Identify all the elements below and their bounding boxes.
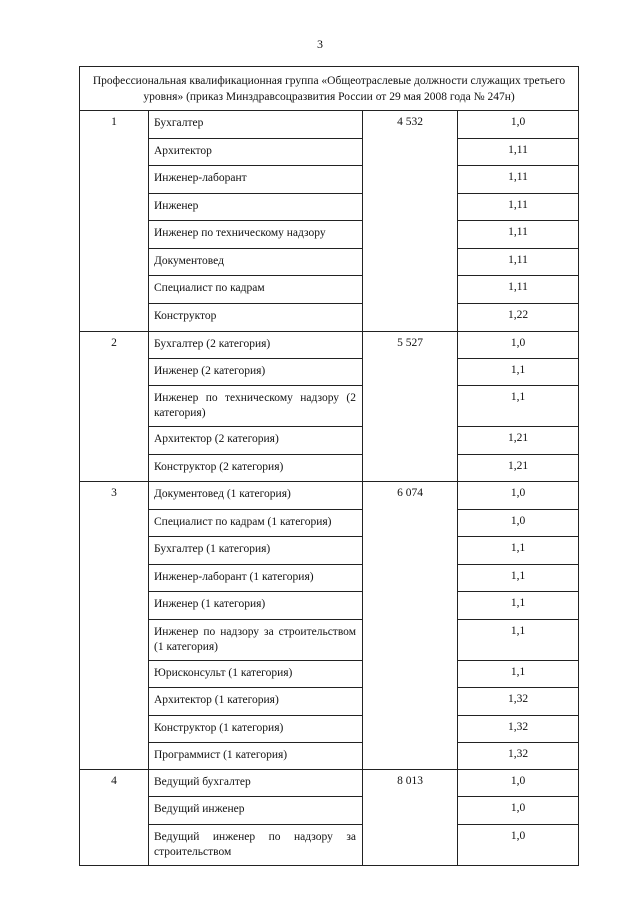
position-title: Ведущий инженер: [149, 797, 363, 825]
position-title: Документовед (1 категория): [149, 482, 363, 510]
coefficient: 1,1: [458, 537, 579, 565]
base-salary: 5 527: [363, 332, 458, 482]
table-row: [80, 304, 579, 332]
table-row: [80, 620, 579, 661]
table-row: [80, 221, 579, 249]
table-row: [80, 111, 579, 139]
position-title: Ведущий бухгалтер: [149, 770, 363, 797]
base-salary: 6 074: [363, 482, 458, 770]
table-row: [80, 276, 579, 304]
position-title: Юрисконсульт (1 категория): [149, 661, 363, 688]
group-number: 2: [80, 332, 149, 482]
table-row: [80, 743, 579, 770]
table-row: [80, 770, 579, 797]
table-row: [80, 661, 579, 688]
position-title: Конструктор (2 категория): [149, 455, 363, 482]
coefficient: 1,0: [458, 797, 579, 825]
qualification-table: [79, 66, 579, 866]
table-row: [80, 194, 579, 221]
table-row: [80, 427, 579, 455]
base-salary: 8 013: [363, 770, 458, 866]
coefficient: 1,1: [458, 359, 579, 386]
position-title: Специалист по кадрам: [149, 276, 363, 304]
coefficient: 1,0: [458, 510, 579, 537]
coefficient: 1,11: [458, 249, 579, 276]
table-row: [80, 688, 579, 716]
table-row: [80, 166, 579, 194]
position-title: Архитектор (1 категория): [149, 688, 363, 716]
table-header-row: [80, 67, 579, 111]
coefficient: 1,1: [458, 620, 579, 661]
coefficient: 1,22: [458, 304, 579, 332]
coefficient: 1,11: [458, 166, 579, 194]
position-title: Документовед: [149, 249, 363, 276]
coefficient: 1,11: [458, 221, 579, 249]
table-row: [80, 537, 579, 565]
position-title: Инженер (2 категория): [149, 359, 363, 386]
table-row: [80, 592, 579, 620]
table-row: [80, 510, 579, 537]
coefficient: 1,1: [458, 386, 579, 427]
coefficient: 1,11: [458, 194, 579, 221]
coefficient: 1,0: [458, 332, 579, 359]
coefficient: 1,0: [458, 111, 579, 139]
table-row: [80, 565, 579, 592]
position-title: Архитектор: [149, 139, 363, 166]
position-title: Конструктор (1 категория): [149, 716, 363, 743]
position-title: Архитектор (2 категория): [149, 427, 363, 455]
table-row: [80, 482, 579, 510]
position-title: Инженер (1 категория): [149, 592, 363, 620]
position-title: Инженер: [149, 194, 363, 221]
coefficient: 1,1: [458, 592, 579, 620]
table-row: [80, 139, 579, 166]
coefficient: 1,0: [458, 482, 579, 510]
page-number: 3: [317, 37, 323, 51]
table-row: [80, 386, 579, 427]
position-title: Конструктор: [149, 304, 363, 332]
coefficient: 1,32: [458, 716, 579, 743]
coefficient: 1,21: [458, 427, 579, 455]
position-title: Инженер по техническому надзору (2 категория): [149, 386, 363, 427]
coefficient: 1,32: [458, 688, 579, 716]
position-title: Инженер по надзору за строительством (1 категория): [149, 620, 363, 661]
position-title: Бухгалтер: [149, 111, 363, 139]
position-title: Инженер по техническому надзору: [149, 221, 363, 249]
table-row: [80, 249, 579, 276]
base-salary: 4 532: [363, 111, 458, 332]
position-title: Программист (1 категория): [149, 743, 363, 770]
coefficient: 1,1: [458, 565, 579, 592]
table-header: Профессиональная квалификационная группа «Общеотраслевые должности служащих третьего уровня» (приказ Минздравсоцразвития России от 29 мая 2008 года № 247н): [80, 67, 579, 111]
coefficient: 1,0: [458, 770, 579, 797]
coefficient: 1,0: [458, 825, 579, 866]
table-row: [80, 359, 579, 386]
position-title: Бухгалтер (1 категория): [149, 537, 363, 565]
coefficient: 1,11: [458, 276, 579, 304]
table-row: [80, 825, 579, 866]
group-number: 3: [80, 482, 149, 770]
position-title: Ведущий инженер по надзору за строительством: [149, 825, 363, 866]
group-number: 4: [80, 770, 149, 866]
table-row: [80, 797, 579, 825]
table-row: [80, 455, 579, 482]
group-number: 1: [80, 111, 149, 332]
coefficient: 1,21: [458, 455, 579, 482]
position-title: Специалист по кадрам (1 категория): [149, 510, 363, 537]
position-title: Инженер-лаборант: [149, 166, 363, 194]
coefficient: 1,1: [458, 661, 579, 688]
coefficient: 1,11: [458, 139, 579, 166]
table-row: [80, 332, 579, 359]
coefficient: 1,32: [458, 743, 579, 770]
table-row: [80, 716, 579, 743]
position-title: Бухгалтер (2 категория): [149, 332, 363, 359]
position-title: Инженер-лаборант (1 категория): [149, 565, 363, 592]
